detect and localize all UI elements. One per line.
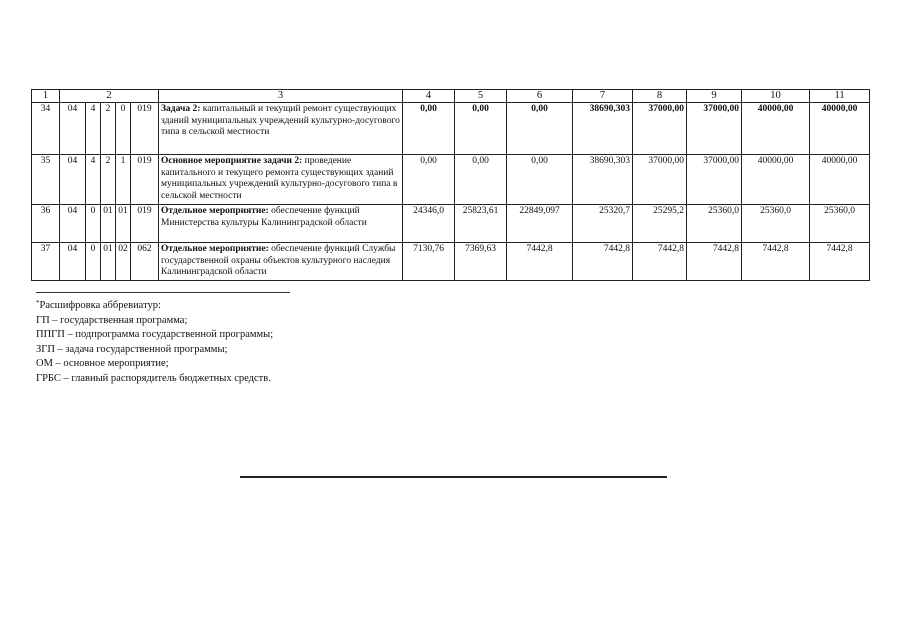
header-cell-5: 5 [455,90,507,103]
code-cell: 04 [60,155,86,205]
value-cell: 38690,303 [573,155,633,205]
description-cell [159,205,403,243]
value-cell: 25295,2 [633,205,687,243]
value-cell: 40000,00 [810,155,870,205]
description-text: обеспечение функций Службы государственной охраны объектов культурного наследия Калининградской области [161,244,396,277]
value-cell: 22849,097 [507,205,573,243]
value-cell: 7369,63 [455,243,507,281]
table-header-row [32,90,870,103]
header-cell-7: 7 [573,90,633,103]
value-cell: 37000,00 [633,103,687,155]
value-cell: 40000,00 [810,103,870,155]
code-cell: 04 [60,243,86,281]
header-cell-9: 9 [687,90,742,103]
table-row [32,243,870,281]
value-cell: 7442,8 [810,243,870,281]
value-cell: 0,00 [455,103,507,155]
description-text: капитальный и текущий ремонт существующих зданий муниципальных учреждений культурно-досугового типа в сельской местности [161,104,400,137]
header-cell-1: 1 [32,90,60,103]
value-cell: 0,00 [403,103,455,155]
code-cell: 2 [101,103,116,155]
footnote [36,299,273,386]
footnote-line: ЗГП – задача государственной программы; [36,343,228,355]
header-cell-6: 6 [507,90,573,103]
code-cell: 4 [86,103,101,155]
code-cell: 02 [116,243,131,281]
code-cell: 019 [131,155,159,205]
code-cell: 01 [116,205,131,243]
footnote-line: ОМ – основное мероприятие; [36,358,169,369]
header-cell-10: 10 [742,90,810,103]
code-cell: 01 [101,243,116,281]
code-cell: 2 [101,155,116,205]
table-row [32,103,870,155]
footnote-marker: * [36,299,40,307]
code-cell: 4 [86,155,101,205]
row-number: 37 [32,243,60,281]
description-cell [159,103,403,155]
value-cell: 40000,00 [742,103,810,155]
footnote-title [36,299,273,314]
value-cell: 7442,8 [687,243,742,281]
code-cell: 0 [86,243,101,281]
value-cell: 7130,76 [403,243,455,281]
value-cell: 38690,303 [573,103,633,155]
code-cell: 0 [86,205,101,243]
value-cell: 40000,00 [742,155,810,205]
row-number: 35 [32,155,60,205]
value-cell: 25360,0 [687,205,742,243]
description-title: Отдельное мероприятие: [161,244,269,254]
value-cell: 0,00 [403,155,455,205]
header-cell-8: 8 [633,90,687,103]
value-cell: 7442,8 [633,243,687,281]
code-cell: 0 [116,103,131,155]
footnote-line: ГП – государственная программа; [36,314,188,326]
header-cell-3: 3 [159,90,403,103]
document-end-line [240,476,667,478]
value-cell: 0,00 [507,155,573,205]
footnote-line: ППГП – подпрограмма государственной программы; [36,329,274,340]
value-cell: 24346,0 [403,205,455,243]
code-cell: 04 [60,205,86,243]
code-cell: 1 [116,155,131,205]
value-cell: 7442,8 [573,243,633,281]
header-cell-2: 2 [60,90,159,103]
description-title: Основное мероприятие задачи 2: [161,156,303,166]
value-cell: 7442,8 [507,243,573,281]
row-number: 36 [32,205,60,243]
value-cell: 25320,7 [573,205,633,243]
value-cell: 25360,0 [810,205,870,243]
code-cell: 01 [101,205,116,243]
footnote-title-text: Расшифровка аббревиатур: [39,300,161,311]
table-row [32,155,870,205]
value-cell: 0,00 [455,155,507,205]
value-cell: 0,00 [507,103,573,155]
code-cell: 019 [131,103,159,155]
footnote-line: ГРБС – главный распорядитель бюджетных средств. [36,372,271,384]
header-cell-4: 4 [403,90,455,103]
code-cell: 062 [131,243,159,281]
budget-table [31,89,870,281]
value-cell: 37000,00 [687,103,742,155]
description-text: проведение капитального и текущего ремонта существующих зданий муниципальных учреждений культурно-досугового типа в сельской местности [161,156,398,201]
header-cell-11: 11 [810,90,870,103]
description-cell [159,243,403,281]
value-cell: 37000,00 [633,155,687,205]
code-cell: 019 [131,205,159,243]
value-cell: 25823,61 [455,205,507,243]
description-title: Задача 2: [161,104,201,114]
value-cell: 37000,00 [687,155,742,205]
row-number: 34 [32,103,60,155]
value-cell: 25360,0 [742,205,810,243]
description-text: обеспечение функций Министерства культуры Калининградской области [161,206,367,228]
table-row [32,205,870,243]
description-title: Отдельное мероприятие: [161,206,269,216]
footnote-divider [36,292,290,293]
value-cell: 7442,8 [742,243,810,281]
description-cell [159,155,403,205]
code-cell: 04 [60,103,86,155]
